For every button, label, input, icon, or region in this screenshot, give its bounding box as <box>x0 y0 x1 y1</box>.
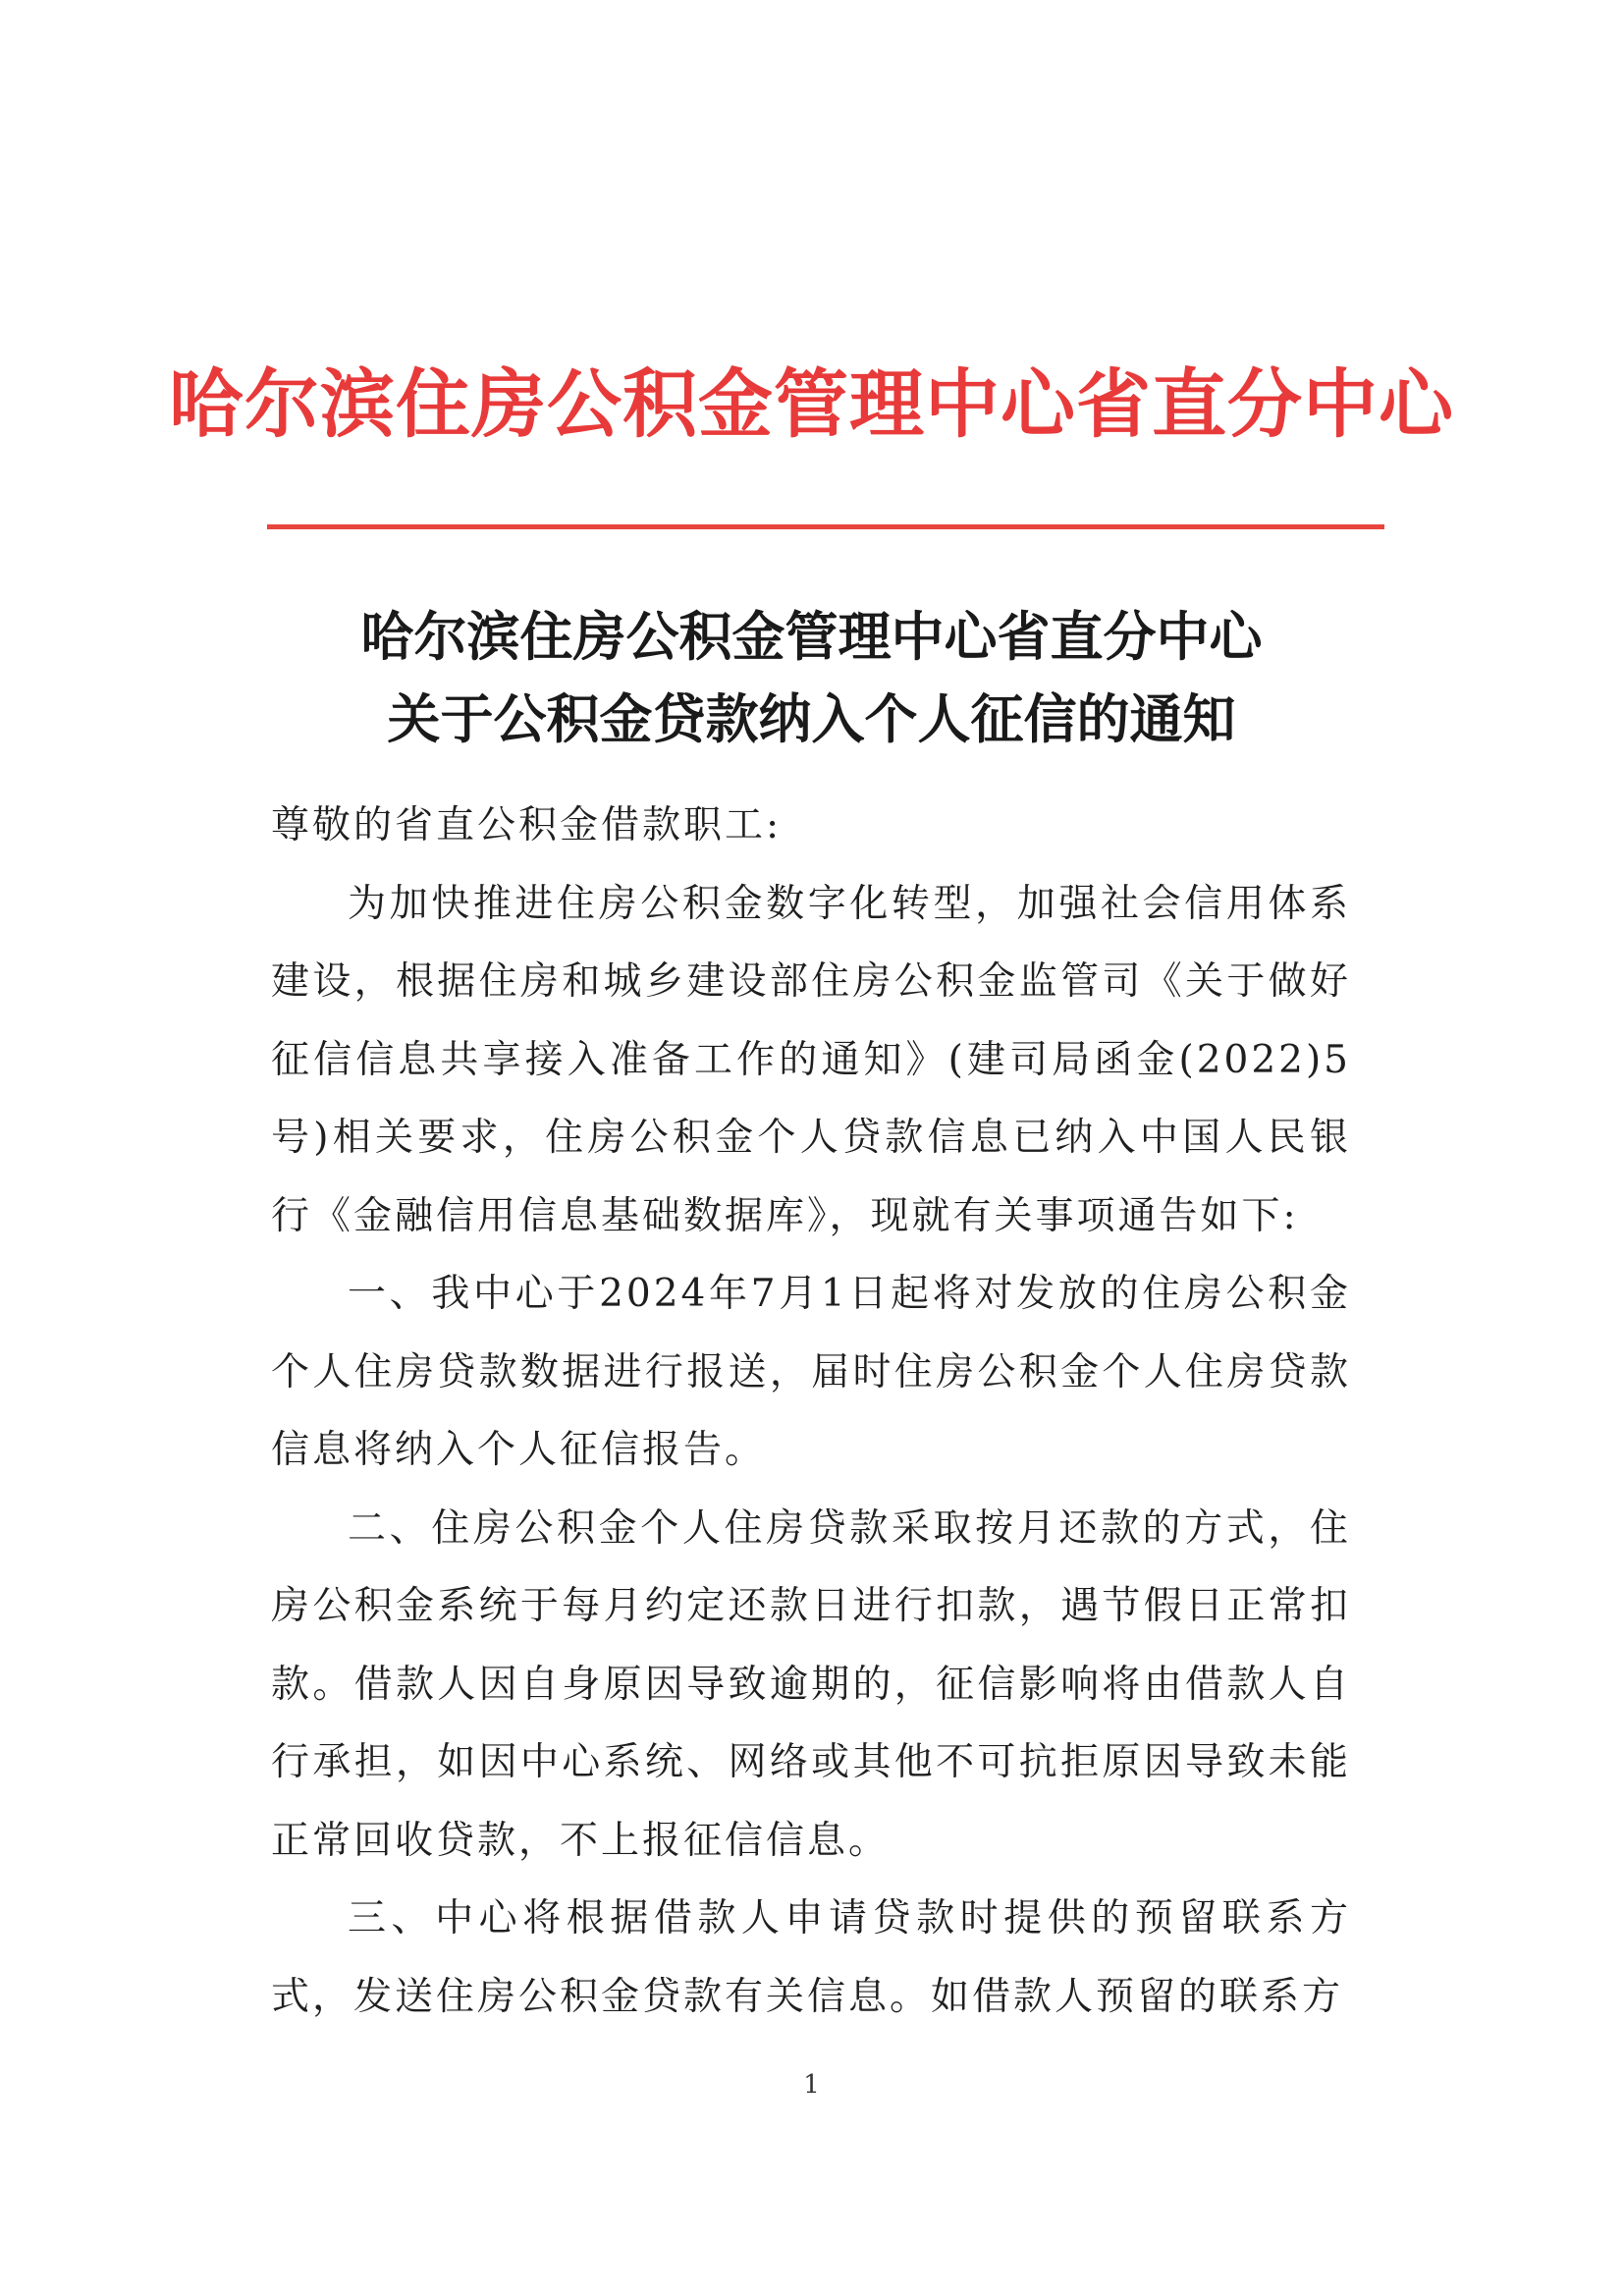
paragraph-intro: 为加快推进住房公积金数字化转型，加强社会信用体系建设，根据住房和城乡建设部住房公积金监管司《关于做好征信信息共享接入准备工作的通知》(建司局函金(2022)5号)相关要求，住房公积金个人贷款信息已纳入中国人民银行《金融信用信息基础数据库》，现就有关事项通告如下: <box>271 881 1351 1238</box>
paragraph-item-3: 三、中心将根据借款人申请贷款时提供的预留联系方式，发送住房公积金贷款有关信息。如借款人预留的联系方 <box>271 1896 1351 2019</box>
document-title-line-2: 关于公积金贷款纳入个人征信的通知 <box>387 687 1236 750</box>
paragraph-item-2: 二、住房公积金个人住房贷款采取按月还款的方式，住房公积金系统于每月约定还款日进行扣款，遇节假日正常扣款。借款人因自身原因导致逾期的，征信影响将由借款人自行承担，如因中心系统、网络或其他不可抗拒原因导致未能正常回收贷款，不上报征信信息。 <box>271 1505 1351 1863</box>
document-body <box>271 787 1351 2036</box>
document-title <box>0 595 1623 760</box>
salutation: 尊敬的省直公积金借款职工: <box>271 803 783 847</box>
page-number: 1 <box>803 2070 820 2100</box>
document-title-line-1: 哈尔滨住房公积金管理中心省直分中心 <box>360 605 1263 668</box>
red-divider-line <box>267 524 1384 529</box>
letterhead: 哈尔滨住房公积金管理中心省直分中心 <box>169 360 1454 448</box>
paragraph-item-1: 一、我中心于2024年7月1日起将对发放的住房公积金个人住房贷款数据进行报送，届时住房公积金个人住房贷款信息将纳入个人征信报告。 <box>271 1272 1351 1472</box>
